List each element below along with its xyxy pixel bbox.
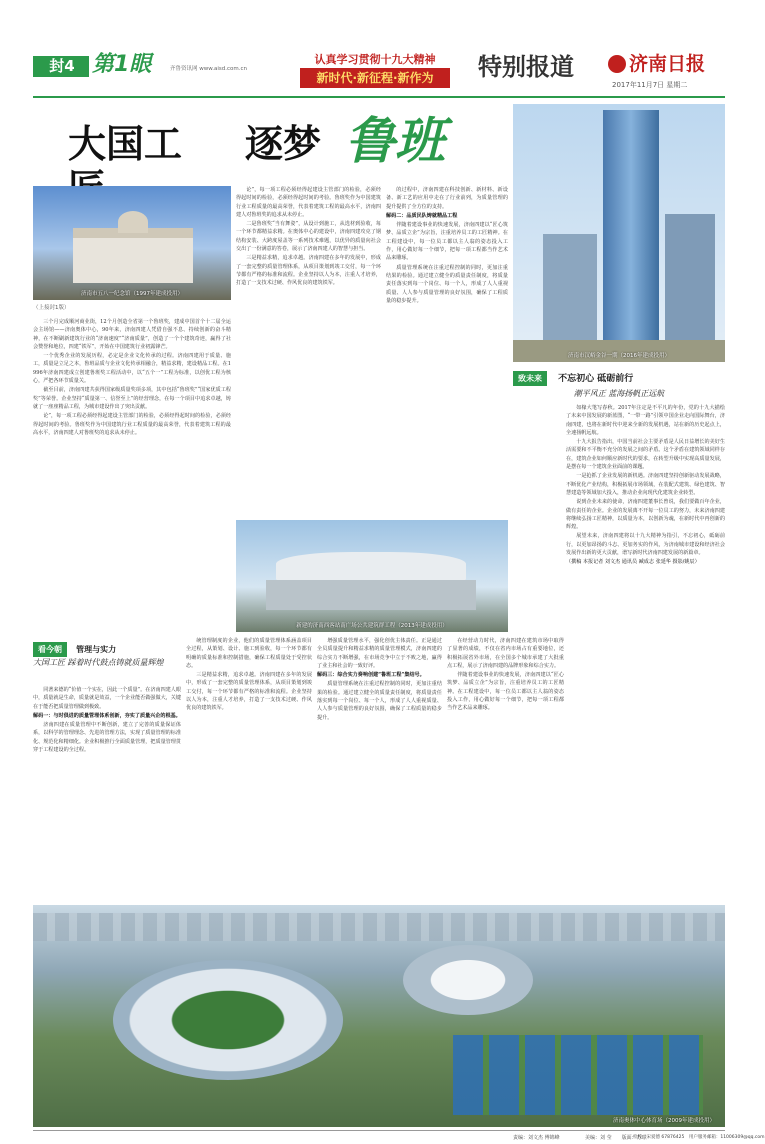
right-heading: [513, 366, 725, 382]
page-number: 封4: [49, 57, 75, 75]
headline-part3: 鲁班: [345, 111, 445, 170]
headline: [33, 104, 473, 180]
right-p5: 展望未来，济南四建将以十九大精神为指引，不忘初心，砥砺前行，以更加昂扬的斗志、更加务实的作风，为济南城市建设和经济社会发展作出新的更大贡献，谱写新时代济南四建发展的新篇章。: [566, 533, 725, 557]
stadium-caption: 济南奥体中心体育场（2009年建成投用）: [613, 1118, 715, 1124]
column-logo: 第1眼: [92, 52, 152, 77]
footer: [33, 1130, 765, 1142]
site-url: 齐鲁资讯网 www.aisd.com.cn: [170, 66, 247, 72]
museum-photo: [236, 520, 508, 632]
right-byline: （撰稿 本报记者 刘文杰 通讯员 臧成志 张延华 摄影/姚辰）: [566, 559, 700, 566]
bottom-col3: [317, 637, 442, 899]
headline-part1: 大国工: [68, 121, 183, 166]
bottom-col4-p2: 伴随着建设事业的快速发展，济南四建以“匠心筑梦、品质立企”为宗旨，注重培养员工的工匠精神。在工程建设中，每一位员工都以主人翁的姿态投入工作，用心做好每一个细节，把每一项工程都当作艺术品来雕琢。: [447, 672, 564, 712]
article-col3-p1: 的过程中，济南四建在科技创新、新材料、新设备、新工艺的应用中走在了行业前列，为质量管理的提升提供了全方位的支持。: [386, 187, 508, 210]
right-tag: 致未来: [513, 371, 547, 386]
bottom-col2-p2: 三是精益求精，追求卓越。济南四建在多年的发展中，形成了一套完整的质量管理体系，从项目策划到竣工交付，每一个环节都有严格的标准和流程。企业坚持以人为本，注重人才培养，打造了一支技术过硬、作风优良的建筑铁军。: [186, 672, 312, 712]
arena-dome: [403, 945, 533, 1015]
bottom-col3-p2: 质量管理系统在注重过程控制的同时，更加注重结果的检验。通过建立健全的质量责任制度，将质量责任落实到每一个岗位、每一个人，形成了人人重视质量、人人参与质量管理的良好氛围，确保了工程质量的稳步提升。: [317, 681, 442, 721]
article-col2: [236, 186, 381, 516]
sidebar-p1: 同著来德的“价值一个实在，因此一个质量”。在济南四建人眼中，质量就是生命，质量就是效益，一个企业能否做强做大，关键在于能否把质量管理做到极致。: [33, 687, 181, 710]
footer-middle: 美编：刘 莹 版面：苏璟: [585, 1135, 647, 1141]
museum-roof: [276, 552, 466, 582]
article-col1-p2: 一个优秀企业的发展历程，必定是企业文化传承的过程。济南四建用于质量、施工，质量是立足之本，鲁班品质与企业文化传承相融合，精益求精，建设精品工程。在1996年济南四建成立创建鲁班奖工程活动中，以“五个一”工程为标准，以创优工程为核心，严把各环节质量关。: [33, 353, 231, 385]
sidebar-p2: 济南四建在质量管理中不断创新，建立了完善的质量保证体系，以科学的管理理念、先进的管理方法，实现了质量管理的标准化、规范化和精细化。企业积极推行全面质量管理，把质量管理贯穿于工程建设的全过程。: [33, 722, 181, 754]
right-body: [566, 404, 725, 899]
slogan-bottom: 新时代·新征程·新作为: [316, 71, 434, 85]
right-p2: 十九大报告指出，中国当前社会主要矛盾是人民日益增长的美好生活需要和不平衡不充分的发展之间的矛盾。这个矛盾在建筑领域同样存在，建筑企业如何顺应新时代的要求，在转型升级中实现高质量发展，是摆在每一个建筑企业面前的课题。: [566, 439, 725, 471]
paper-logo-icon: [608, 55, 626, 73]
article-col1-p3: 截至目前，济南四建共获得国家级质量奖项多项，其中包括“鲁班奖”“国家优质工程奖”等荣誉。企业坚持“质量第一、信誉至上”的经营理念，在每一个项目中追求卓越，铸就了一座座精品工程，为城市建设作出了突出贡献。: [33, 387, 231, 410]
right-subtitle: 潮平风正 蓝海扬帆正远航: [573, 389, 665, 398]
footer-right: 检校：宋爱德 67876425 用户服务邮箱：11006309@qq.com: [633, 1135, 765, 1140]
tennis-courts: [453, 1035, 703, 1115]
tower-right: [665, 214, 715, 344]
bottom-col4: [447, 637, 564, 899]
slogan-top: 认真学习贯彻十九大精神: [314, 53, 436, 66]
building-photo: [33, 186, 231, 300]
issue-date: 2017年11月7日 星期二: [612, 81, 688, 89]
footer-left: 责编：刘文杰 傅锦峰: [513, 1135, 560, 1141]
masthead: [0, 0, 750, 104]
stadium-bowl: [113, 960, 343, 1080]
tower-main: [603, 110, 659, 345]
sidebar-heading: [33, 637, 181, 652]
article-col2-p1-lead: 论”，每一项工程必须经得起建设主管部门的检验，必须经得起时间的检验，必须经得起时间的考验。鲁班奖作为中国建筑行业工程质量的最高荣誉，代表着建筑工程的最高水平，济南四建人对鲁班奖的追求从未停止。: [33, 413, 231, 436]
paper-name: 济南日报: [629, 53, 706, 75]
section-title: 特别报道: [478, 52, 574, 81]
bottom-col3-heading: 解码三：综合实力奏响创建“鲁班工程”集结号。: [317, 672, 425, 679]
bottom-col3-p: 增强质量管理水平，强化创优主体责任。正是通过全员质量提升和精益求精的质量管理模式，济南四建的综合实力不断增强，在市场竞争中立于不败之地，赢得了业主和社会的一致好评。: [317, 638, 442, 669]
tower-caption: 济南市汉峪金谷一期（2016年建成投用）: [568, 353, 670, 359]
building-dome: [118, 211, 148, 233]
article-col3-p3: 质量管理系统在注重过程控制的同时，更加注重结果的检验。通过建立健全的质量责任制度，将质量责任落实到每一个岗位、每一个人，形成了人人重视质量、人人参与质量管理的良好氛围，确保了工程质量的稳步提升。: [386, 264, 508, 304]
building-caption: 济南市五八一纪念馆（1997年建成投用）: [81, 291, 183, 297]
sidebar-heading-1: 解码一：与时俱进的质量管理体系创新，夯实了质量兴企的根基。: [33, 712, 181, 719]
sidebar-body: [33, 686, 181, 896]
header-rule: [33, 96, 725, 98]
article-col3-p2: 伴随着建设事业的快速发展，济南四建以“匠心筑梦、品质立企”为宗旨，注重培养员工的工匠精神。在工程建设中，每一位员工都以主人翁的姿态投入工作，用心做好每一个细节，把每一项工程都当作艺术品来雕琢。: [386, 222, 508, 262]
sidebar-subtitle: 大国工匠 踩着时代鼓点铸就质量辉煌: [33, 658, 164, 667]
city-skyline: [33, 913, 725, 941]
tower-photo: [513, 104, 725, 362]
bottom-col2-p: 统管理制度的企业，他们的质量管理体系涵盖项目全过程，从策划、设计、施工到验收，每一个环节都有明确的质量标准和控制措施，确保工程质量处于受控状态。: [186, 638, 312, 669]
article-intro: 三个月完成顺河商业街，12个月创造全省第一个鲁班奖，建成中国首个十二届全运会主场馆——济南奥体中心，90年来，济南四建人凭借自强不息、持续创新的奋斗精神，在不断刷新建筑行业的“济南速度”“济南质量”，创造了一个个建筑奇迹，赢得了社会赞誉和地位，四建“铁军”，开始在中国建筑行业初露锋芒。: [33, 319, 231, 350]
article-col3-heading: 解码二：品质民队铸就精品工程: [386, 212, 458, 219]
museum-caption: 新建的济南西客站南广场公共建筑群工程（2013年建成投用）: [296, 623, 448, 629]
bottom-col4-p: 在经营动力时代，济南四建在建筑市场中取得了显著的成绩，不仅在省内市场占有重要地位，还积极拓展省外市场，在全国多个城市承建了大批重点工程，展示了济南四建的品牌形象和综合实力。: [447, 638, 564, 669]
sidebar-tag: 看今朝: [33, 642, 67, 657]
article-col2-p1: 论”，每一项工程必须经得起建设主管部门的检验，必须经得起时间的检验，必须经得起时间的考验。鲁班奖作为中国建筑行业工程质量的最高荣誉，代表着建筑工程的最高水平，济南四建人对鲁班奖的追求从未停止。: [236, 187, 381, 218]
right-p3: 一是抢抓了企业发展的新机遇。济南四建坚持创新驱动发展战略，不断优化产业结构，积极拓展市场领域，在装配式建筑、绿色建筑、智慧建造等领域加大投入，推动企业向现代化建筑企业转型。: [566, 473, 725, 496]
tower-left: [543, 234, 597, 344]
right-title: 不忘初心 砥砺前行: [558, 374, 634, 384]
building-subcaption: （上接封1版）: [33, 305, 70, 311]
headline-part2: 逐梦: [245, 121, 322, 166]
right-p1: 如椽大笔写春秋。2017年注定是不平凡的年份，党的十九大描绘了未来中国发展的新蓝图，“一带一路”引领中国企业走向国际舞台，济南四建，也将在新时代中迎来全新的发展机遇，站在新的历史起点上，全速扬帆远航。: [566, 405, 725, 436]
article-col2-p2: 二是鲁班奖“当有舞姿”，从设计到施工，从选材到验收，每一个环节都精益求精。在奥体中心的建设中，济南四建攻克了钢结构安装、大跨度屋盖等一系列技术难题，以优异的质量向社会交出了一份满意的答卷，展示了济南四建人的智慧与担当。: [236, 221, 381, 253]
museum-base: [266, 580, 476, 610]
stadium-photo: [33, 905, 725, 1127]
article-col3: [386, 186, 508, 516]
sidebar-title: 管理与实力: [76, 645, 117, 654]
bottom-col2: [186, 637, 312, 899]
article-col2-p3: 三是精益求精，追求卓越。济南四建在多年的发展中，形成了一套完整的质量管理体系，从项目策划到竣工交付，每一个环节都有严格的标准和流程。企业坚持以人为本，注重人才培养，打造了一支技术过硬、作风优良的建筑铁军。: [236, 255, 381, 287]
article-col1: [33, 318, 231, 630]
building-body: [73, 228, 193, 283]
right-p4: 说到企业未来的使命，济南四建董事长曾说，我们要做百年企业，做有责任的企业。企业的发展离不开每一位员工的努力，未来济南四建将继续弘扬工匠精神，以质量为本，以创新为魂，在新时代中再创新的辉煌。: [566, 499, 725, 531]
